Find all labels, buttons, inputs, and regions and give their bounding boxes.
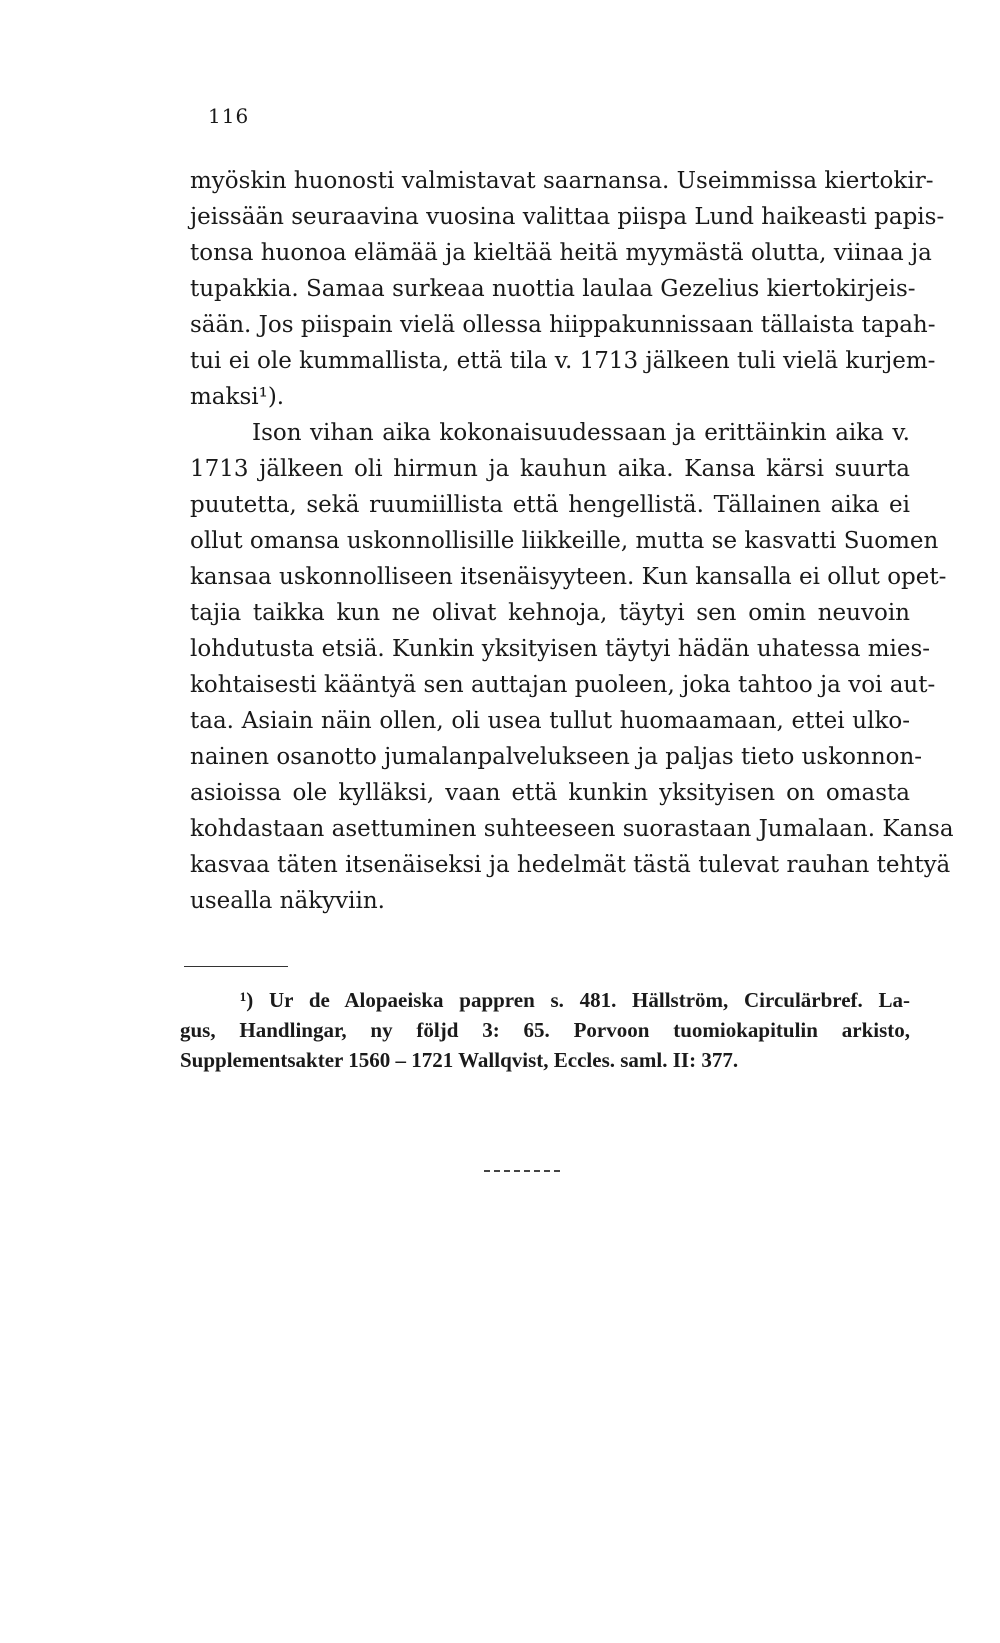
body-line: kohdastaan asettuminen suhteeseen suorastaan Jumalaan. Kansa bbox=[190, 816, 954, 842]
body-line: lohdutusta etsiä. Kunkin yksityisen täytyi hädän uhatessa mies- bbox=[190, 636, 931, 662]
body-line: usealla näkyviin. bbox=[190, 888, 385, 914]
body-line: puutetta, sekä ruumiillista että hengellistä. Tällainen aika ei bbox=[190, 492, 910, 518]
body-line: 1713 jälkeen oli hirmun ja kauhun aika. Kansa kärsi suurta bbox=[190, 456, 910, 482]
body-line: maksi¹). bbox=[190, 384, 285, 410]
body-line: myöskin huonosti valmistavat saarnansa. Useimmissa kiertokir- bbox=[190, 168, 934, 194]
body-line: taa. Asiain näin ollen, oli usea tullut huomaamaan, ettei ulko- bbox=[190, 708, 910, 734]
footnote-line: gus, Handlingar, ny följd 3: 65. Porvoon tuomiokapitulin arkisto, bbox=[180, 1018, 910, 1042]
body-line: Ison vihan aika kokonaisuudessaan ja erittäinkin aika v. bbox=[252, 420, 910, 446]
footnote-line: Supplementsakter 1560 – 1721 Wallqvist, Eccles. saml. II: 377. bbox=[180, 1048, 739, 1072]
end-mark bbox=[484, 1170, 560, 1172]
body-line: kohtaisesti kääntyä sen auttajan puoleen, joka tahtoo ja voi aut- bbox=[190, 672, 936, 698]
body-line: tonsa huonoa elämää ja kieltää heitä myymästä olutta, viinaa ja bbox=[190, 240, 932, 266]
footnote-separator bbox=[184, 966, 288, 967]
body-line: jeissään seuraavina vuosina valittaa piispa Lund haikeasti papis- bbox=[190, 204, 945, 230]
body-line: ollut omansa uskonnollisille liikkeille, mutta se kasvatti Suomen bbox=[190, 528, 939, 554]
body-line: asioissa ole kylläksi, vaan että kunkin yksityisen on omasta bbox=[190, 780, 910, 806]
footnote-line: ¹) Ur de Alopaeiska pappren s. 481. Hällström, Circulärbref. La- bbox=[240, 988, 910, 1012]
page-number: 116 bbox=[208, 104, 250, 128]
body-line: kasvaa täten itsenäiseksi ja hedelmät tästä tulevat rauhan tehtyä bbox=[190, 852, 951, 878]
body-line: nainen osanotto jumalanpalvelukseen ja paljas tieto uskonnon- bbox=[190, 744, 923, 770]
body-line: kansaa uskonnolliseen itsenäisyyteen. Kun kansalla ei ollut opet- bbox=[190, 564, 947, 590]
body-line: tui ei ole kummallista, että tila v. 1713 jälkeen tuli vielä kurjem- bbox=[190, 348, 936, 374]
body-line: sään. Jos piispain vielä ollessa hiippakunnissaan tällaista tapah- bbox=[190, 312, 936, 338]
body-line: tupakkia. Samaa surkeaa nuottia laulaa Gezelius kiertokirjeis- bbox=[190, 276, 916, 302]
body-line: tajia taikka kun ne olivat kehnoja, täytyi sen omin neuvoin bbox=[190, 600, 910, 626]
